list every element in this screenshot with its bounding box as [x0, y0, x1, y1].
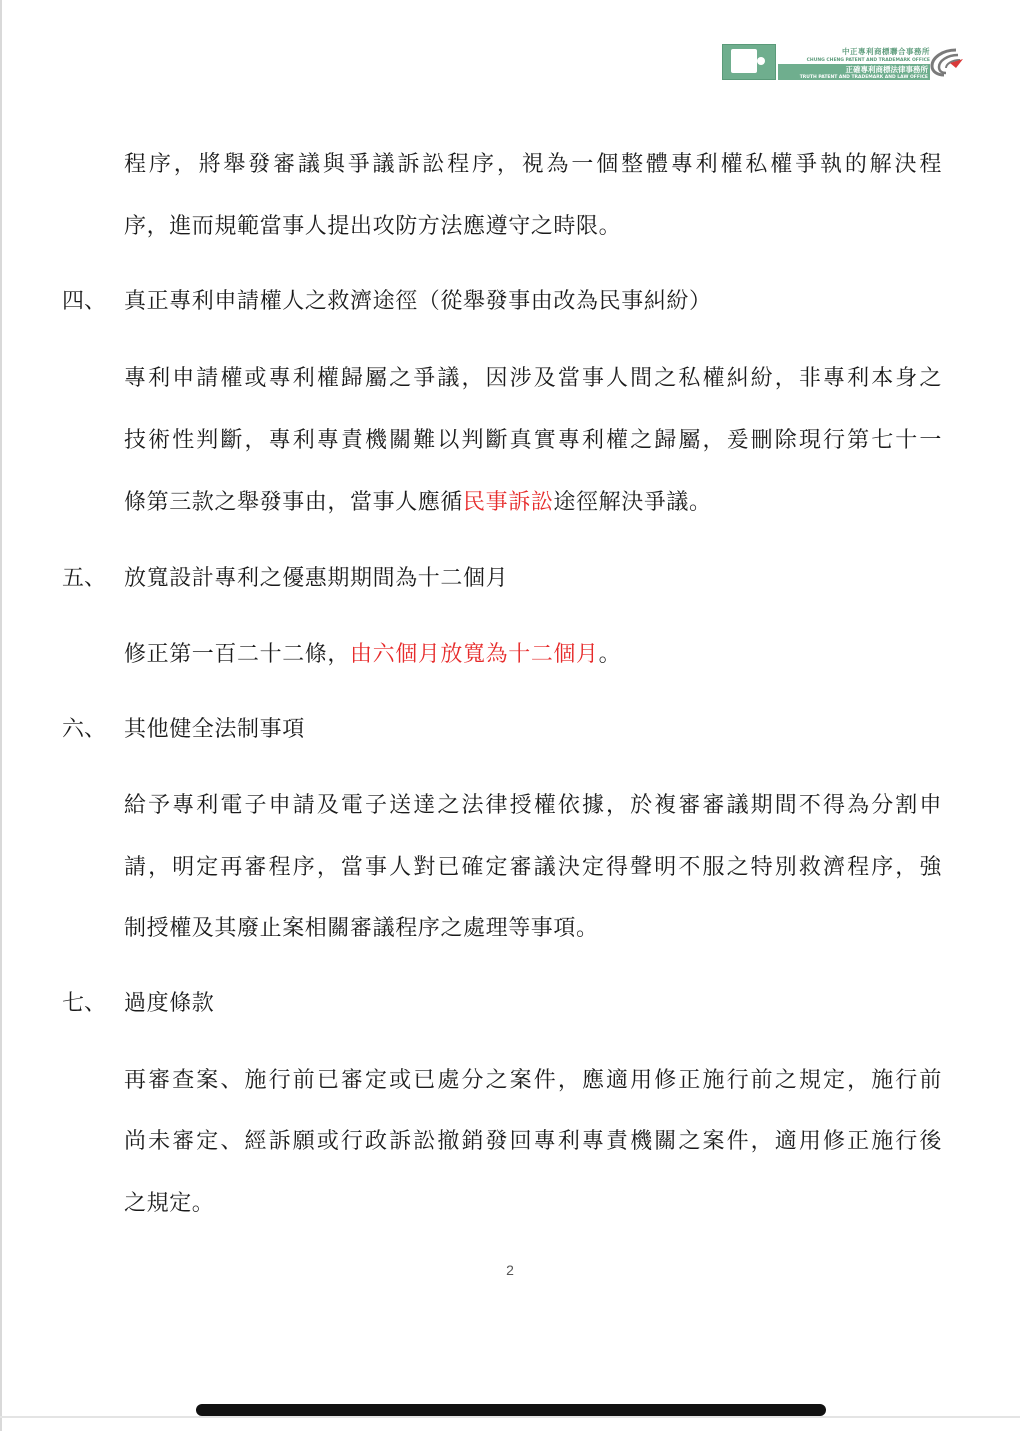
text-segment: 條第三款之舉發事由，當事人應循 — [124, 490, 464, 515]
logo-emblem — [722, 44, 776, 80]
text-segment: 途徑解決爭議。 — [553, 490, 712, 515]
section-number: 六、 — [62, 717, 107, 742]
logo-text-line1: 中正專利商標聯合事務所 — [842, 47, 930, 56]
divider — [0, 1416, 1020, 1418]
paragraph-line — [124, 640, 621, 670]
logo-text-line4: TRUTH PATENT AND TRADEMARK AND LAW OFFICE — [778, 75, 930, 80]
logo-swoosh-icon — [926, 46, 964, 78]
paragraph-line: 序，進而規範當事人提出攻防方法應遵守之時限。 — [124, 214, 622, 239]
firm-logo — [722, 44, 962, 80]
paragraph-line: 程序，將舉發審議與爭議訴訟程序，視為一個整體專利權私權爭執的解決程 — [124, 152, 942, 177]
highlighted-text: 由六個月放寬為十二個月 — [350, 642, 599, 667]
section-heading: 其他健全法制事項 — [124, 717, 305, 742]
paragraph-line: 尚未審定、經訴願或行政訴訟撤銷發回專利專責機關之案件，適用修正施行後 — [124, 1129, 942, 1154]
logo-text-line3: 正確專利商標法律事務所 — [778, 64, 930, 75]
paragraph-line: 制授權及其廢止案相關審議程序之處理等事項。 — [124, 916, 599, 941]
page-number: 2 — [506, 1262, 514, 1278]
section-number: 五、 — [62, 566, 107, 591]
paragraph-line — [124, 488, 712, 518]
section-heading: 真正專利申請權人之救濟途徑（從舉發事由改為民事糾紛） — [124, 289, 712, 314]
paragraph-line: 專利申請權或專利權歸屬之爭議，因涉及當事人間之私權糾紛，非專利本身之 — [124, 366, 942, 391]
logo-text-line2: CHUNG CHENG PATENT AND TRADEMARK OFFICE — [806, 58, 930, 63]
paragraph-line: 再審查案、施行前已審定或已處分之案件，應適用修正施行前之規定，施行前 — [124, 1068, 942, 1093]
text-segment: 。 — [598, 642, 622, 667]
section-number: 四、 — [62, 289, 107, 314]
home-indicator-bar[interactable] — [196, 1404, 826, 1416]
section-heading: 過度條款 — [124, 991, 215, 1016]
page-edge — [0, 0, 2, 1431]
text-segment: 修正第一百二十二條， — [124, 642, 351, 667]
section-heading: 放寬設計專利之優惠期期間為十二個月 — [124, 566, 509, 591]
highlighted-text: 民事訴訟 — [463, 490, 554, 515]
paragraph-line: 給予專利電子申請及電子送達之法律授權依據，於複審審議期間不得為分割申 — [124, 793, 942, 818]
paragraph-line: 請，明定再審程序，當事人對已確定審議決定得聲明不服之特別救濟程序，強 — [124, 855, 942, 880]
section-number: 七、 — [62, 991, 107, 1016]
paragraph-line: 之規定。 — [124, 1191, 215, 1216]
paragraph-line: 技術性判斷，專利專責機關難以判斷真實專利權之歸屬，爰刪除現行第七十一 — [124, 428, 942, 453]
